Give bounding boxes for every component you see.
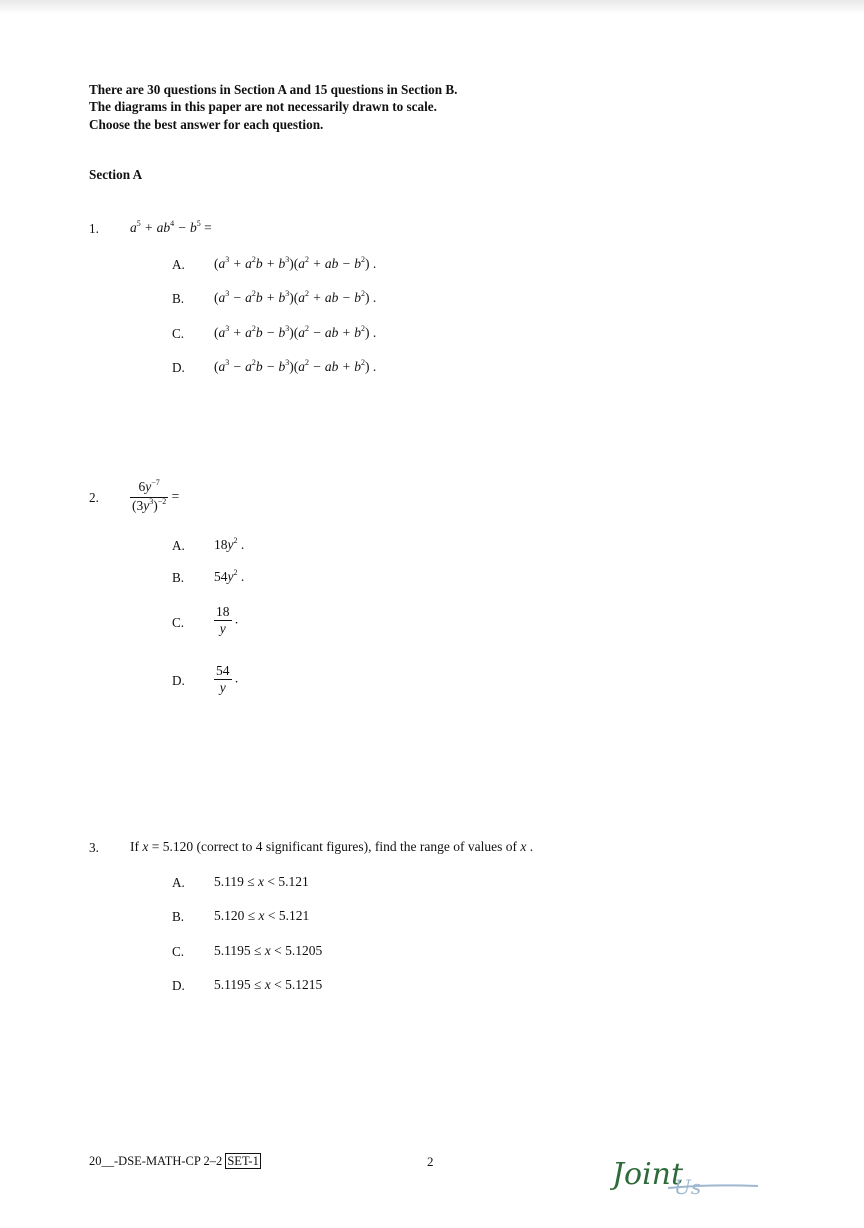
option-text: $18y^2$ . [214, 536, 245, 552]
question-number: 1. [89, 221, 99, 236]
option-text: $(a^3 + a^2b + b^3)(a^2$ + ab − $b^2$) . [214, 255, 377, 271]
question-number: 3. [89, 840, 99, 855]
question-number: 2. [89, 490, 99, 505]
paper-code-text: 20__-DSE-MATH-CP 2–2 [89, 1154, 223, 1168]
option-letter: B. [172, 291, 185, 306]
instruction-line: Choose the best answer for each question. [89, 116, 324, 132]
page-number: 2 [427, 1154, 434, 1169]
option-letter: D. [172, 360, 185, 375]
question-stem: $\frac{6y^{-7}}{(3y^3)^{-2}}$ = [132, 478, 180, 513]
option-text: 5.1195 ≤ x < 5.1205 [214, 943, 323, 958]
option-text: $\frac{54}{y}$ . [216, 663, 239, 695]
option-text: $54y^2$ . [214, 568, 245, 584]
option-letter: D. [172, 673, 185, 688]
option-text: 5.119 ≤ x < 5.121 [214, 874, 309, 889]
jointus-logo [610, 1150, 760, 1200]
option-text: $(a^3 - a^2b + b^3)(a^2$ + ab − $b^2$) . [214, 289, 377, 305]
viewer-top-shadow [0, 0, 864, 14]
option-letter: C. [172, 615, 185, 630]
paper-code [89, 1154, 261, 1169]
option-text: 5.120 ≤ x < 5.121 [214, 908, 310, 923]
option-text: 5.1195 ≤ x < 5.1215 [214, 977, 323, 992]
set-label: SET-1 [227, 1154, 259, 1168]
question-stem: If x = 5.120 (correct to 4 significant figures), find the range of values of x . [130, 839, 534, 854]
option-letter: B. [172, 570, 185, 585]
option-letter: C. [172, 326, 185, 341]
instruction-line: There are 30 questions in Section A and 15 questions in Section B. [89, 82, 458, 97]
option-text: $(a^3 - a^2b - b^3)(a^2$ − ab + $b^2$) . [214, 358, 377, 374]
question-stem: $a^5 + ab^4 - b^5$ = [130, 219, 212, 235]
instruction-line: The diagrams in this paper are not necessarily drawn to scale. [89, 99, 437, 115]
option-letter: A. [172, 538, 185, 553]
option-text: $\frac{18}{y}$ . [216, 604, 239, 636]
option-letter: B. [172, 909, 185, 924]
svg-text:Joint: Joint [612, 1157, 684, 1192]
option-letter: A. [172, 875, 185, 890]
section-title: Section A [89, 167, 143, 182]
svg-text:Us: Us [674, 1175, 702, 1199]
option-letter: C. [172, 944, 185, 959]
instructions [89, 81, 457, 133]
option-letter: D. [172, 978, 185, 993]
option-letter: A. [172, 257, 185, 272]
option-text: $(a^3 + a^2b - b^3)(a^2$ − ab + $b^2$) . [214, 324, 377, 340]
